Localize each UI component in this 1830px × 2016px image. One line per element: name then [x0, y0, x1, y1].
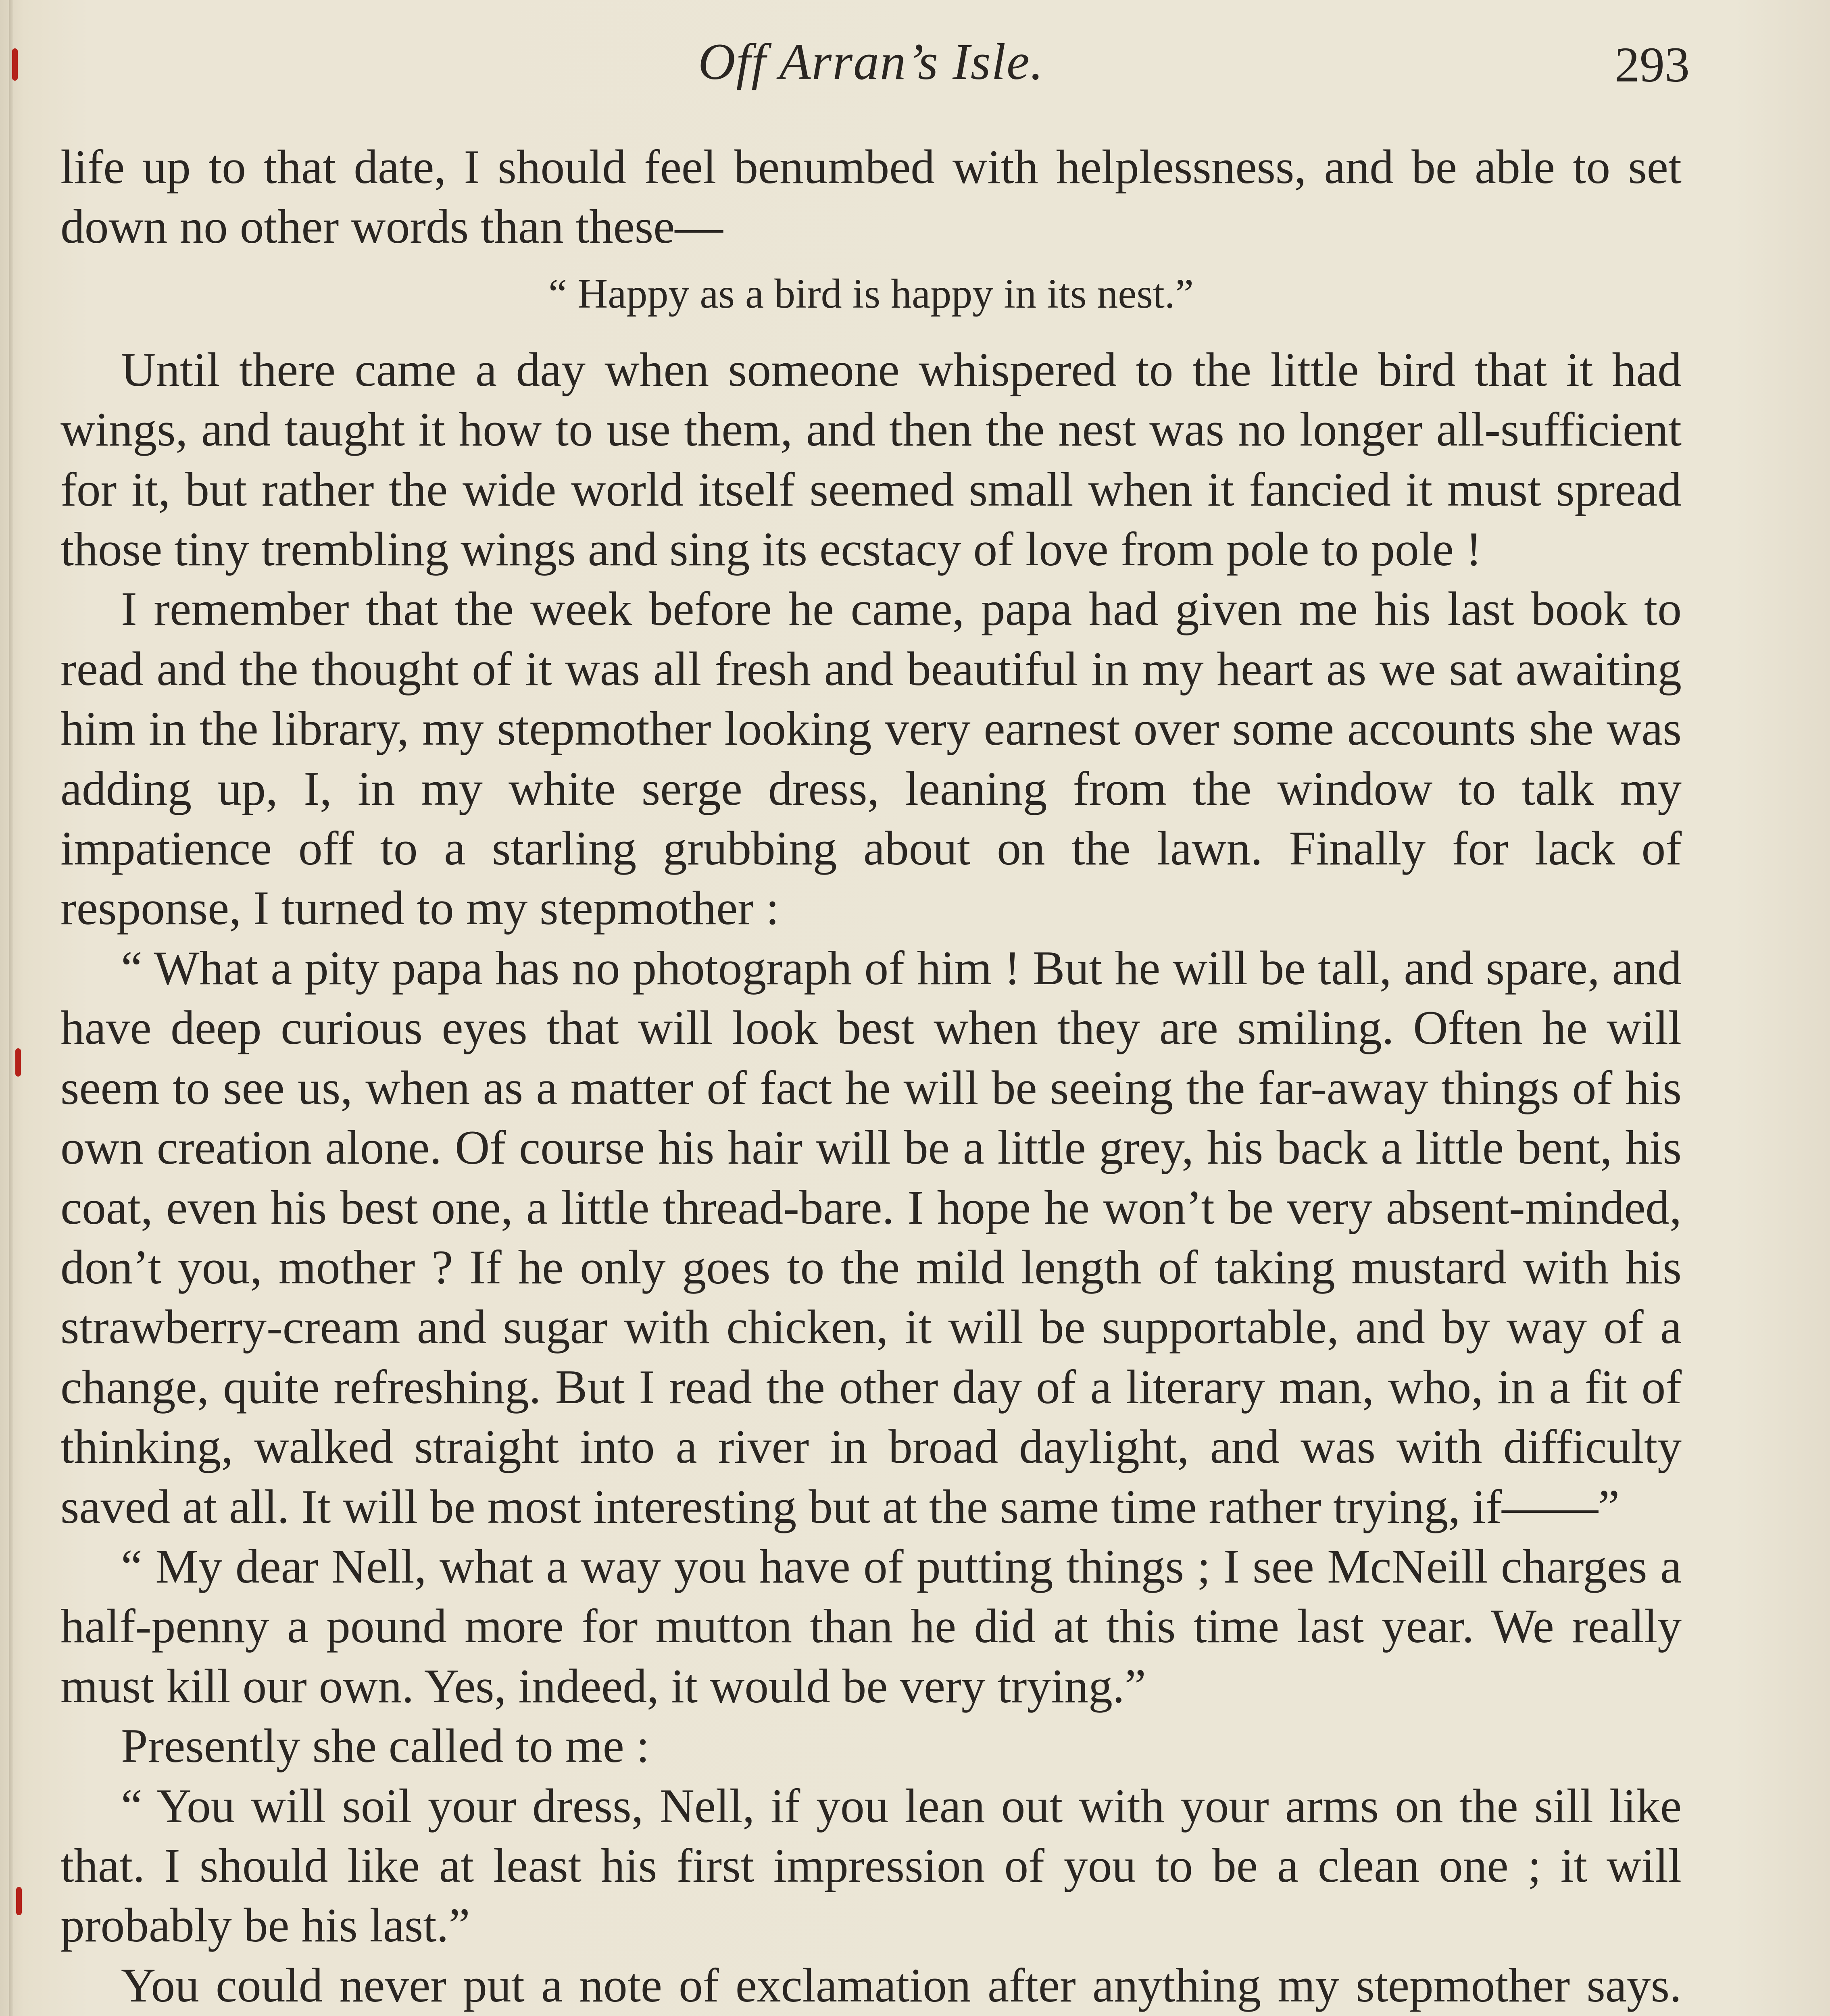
margin-mark	[12, 48, 18, 81]
margin-mark	[15, 1048, 21, 1077]
paragraph: You could never put a note of exclamation after anything my stepmother says.	[121, 1958, 1682, 2012]
block-quote: “ Happy as a bird is happy in its nest.”	[548, 270, 1194, 317]
margin-mark	[16, 1887, 22, 1915]
page-number: 293	[1615, 37, 1690, 92]
binding-gutter	[9, 0, 13, 2016]
running-head: Off Arran’s Isle.	[698, 33, 1044, 90]
paragraph: “ What a pity papa has no photograph of him ! But he will be tall, and spare, and have deep curious eyes that will look best when they are smiling. Often he will seem to see us, when as a matter of fact he will be seeing the far-away things of his own creation alone. Of course his hair will be a little grey, his back a little bent, his coat, even his best one, a little thread-bare. I hope he won’t be very absent-minded, don’t you, mother ? If he only goes to the mild length of taking mustard with his strawberry-cream and sugar with chicken, it will be supportable, and by way of a change, quite refreshing. But I read the other day of a literary man, who, in a fit of thinking, walked straight into a river in broad daylight, and was with difficulty saved at all. It will be most interesting but at the same time rather trying, if——”	[60, 941, 1682, 1533]
paragraph-continuation: life up to that date, I should feel benumbed with helplessness, and be able to set down no other words than these—	[60, 140, 1682, 254]
paragraph: Until there came a day when someone whispered to the little bird that it had wings, and taught it how to use them, and then the nest was no longer all-sufficient for it, but rather the wide world itself seemed small when it fancied it must spread those tiny trembling wings and sing its ecstacy of love from pole to pole !	[60, 343, 1682, 576]
paragraph: “ My dear Nell, what a way you have of putting things ; I see McNeill charges a half-penny a pound more for mutton than he did at this time last year. We really must kill our own. Yes, indeed, it would be very trying.”	[60, 1539, 1682, 1713]
paragraph: “ You will soil your dress, Nell, if you lean out with your arms on the sill like that. I should like at least his first impression of you to be a clean one ; it will probably be his last.”	[60, 1779, 1682, 1952]
body-text	[60, 137, 1682, 2016]
page-header	[60, 24, 1690, 105]
paragraph: I remember that the week before he came, papa had given me his last book to read and the thought of it was all fresh and beautiful in my heart as we sat awaiting him in the library, my stepmother looking very earnest over some accounts she was adding up, I, in my white serge dress, leaning from the window to talk my impatience off to a starling grubbing about on the lawn. Finally for lack of response, I turned to my stepmother :	[60, 582, 1682, 935]
paragraph: Presently she called to me :	[121, 1719, 650, 1773]
